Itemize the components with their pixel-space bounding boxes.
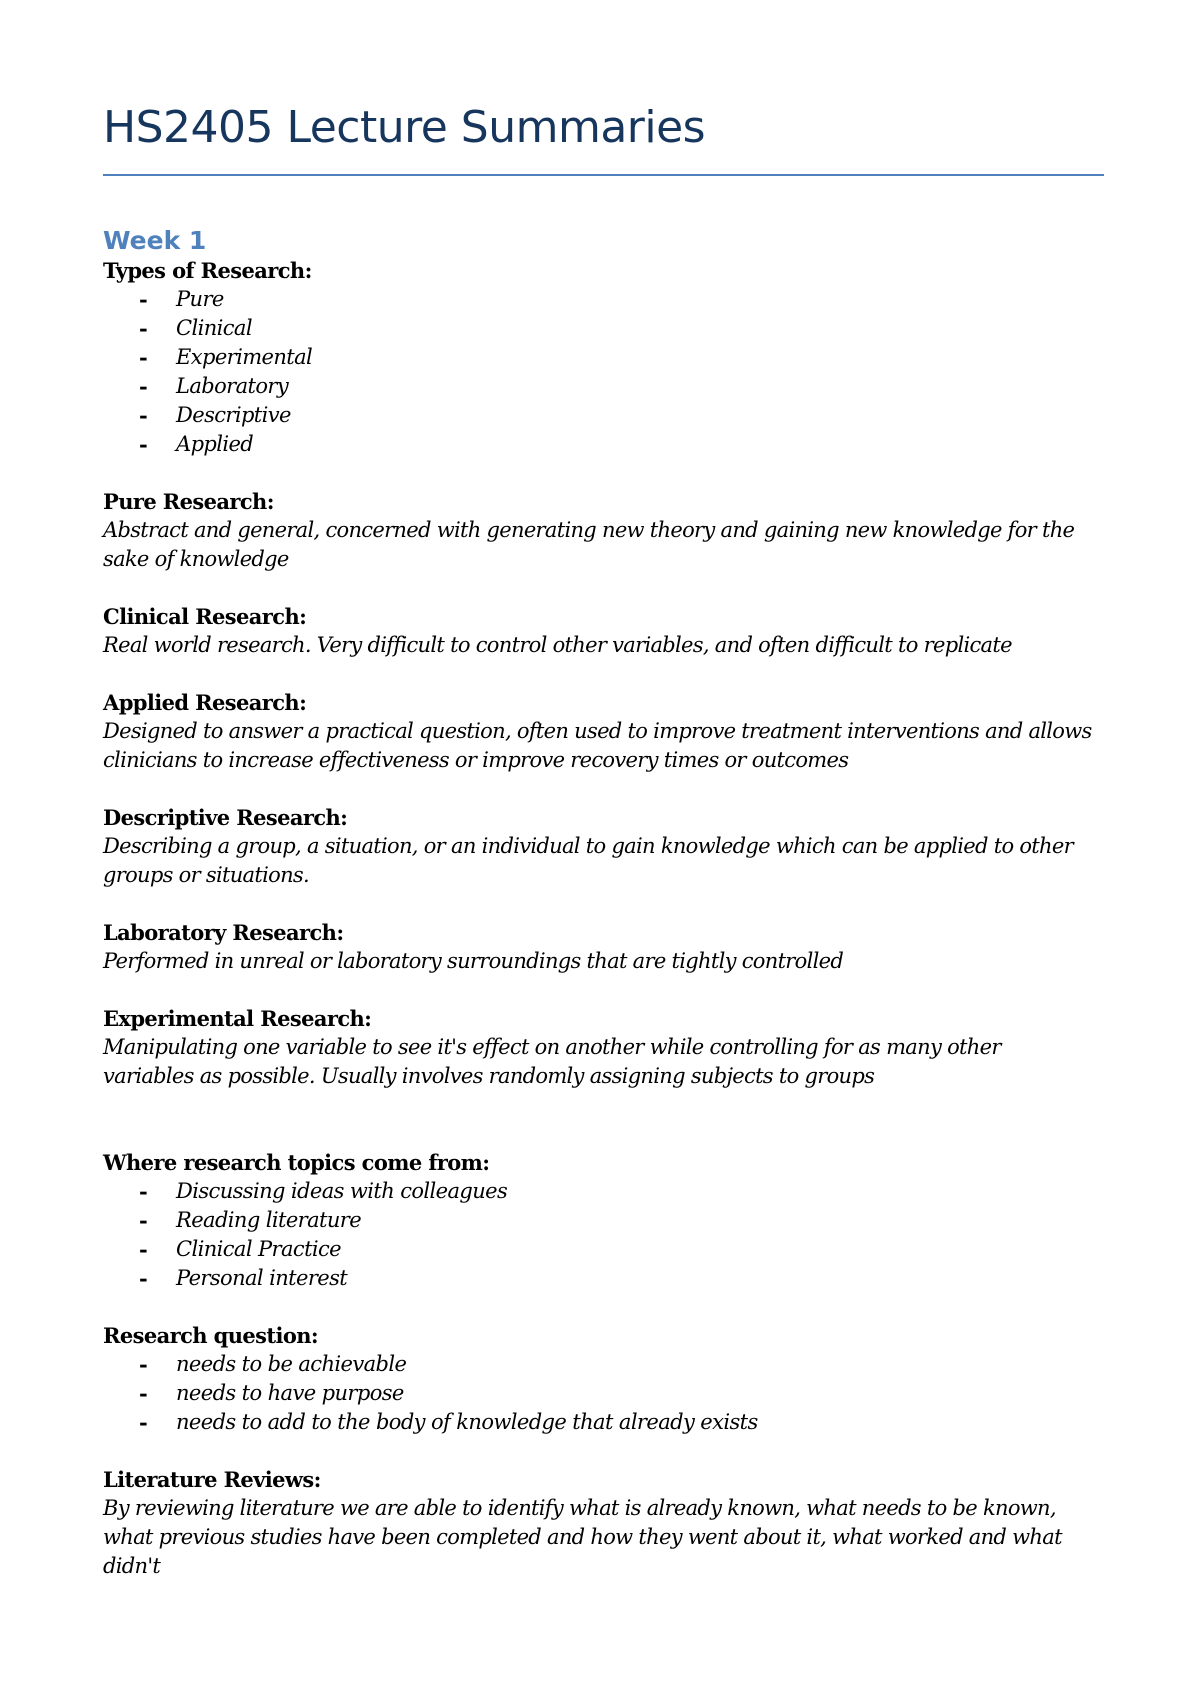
list-item-text: Pure <box>176 287 224 311</box>
section-applied-research <box>103 688 1123 775</box>
dash-bullet-icon: - <box>139 287 148 312</box>
section-pure-research <box>103 487 1123 574</box>
dash-bullet-icon: - <box>139 345 148 370</box>
list-item-text: Clinical Practice <box>176 1237 342 1261</box>
section-heading: Clinical Research: <box>103 604 307 629</box>
paragraph-line: what previous studies have been completed and how they went about it, what worked and what <box>103 1525 1062 1549</box>
paragraph-line: variables as possible. Usually involves randomly assigning subjects to groups <box>103 1064 875 1088</box>
paragraph-line: groups or situations. <box>103 863 309 887</box>
section-clinical-research <box>103 602 1123 660</box>
list-item <box>103 430 1123 459</box>
section-heading: Descriptive Research: <box>103 805 348 830</box>
bullet-list <box>103 285 1123 459</box>
list-item-text: Experimental <box>176 345 313 369</box>
paragraph-line: Describing a group, a situation, or an individual to gain knowledge which can be applied to other <box>103 834 1073 858</box>
list-item <box>103 314 1123 343</box>
list-item <box>103 401 1123 430</box>
dash-bullet-icon: - <box>139 1266 148 1291</box>
list-item <box>103 1177 1123 1206</box>
list-item-text: Descriptive <box>176 403 291 427</box>
paragraph-line: Real world research. Very difficult to control other variables, and often difficult to replicate <box>103 633 1012 657</box>
list-item <box>103 285 1123 314</box>
list-item <box>103 1379 1123 1408</box>
dash-bullet-icon: - <box>139 374 148 399</box>
dash-bullet-icon: - <box>139 1410 148 1435</box>
list-item-text: Discussing ideas with colleagues <box>176 1179 508 1203</box>
list-item <box>103 343 1123 372</box>
list-item-text: needs to be achievable <box>176 1352 407 1376</box>
paragraph-line: clinicians to increase effectiveness or improve recovery times or outcomes <box>103 748 849 772</box>
title-underline <box>103 174 1104 176</box>
document-body <box>103 226 1123 1581</box>
section-heading: Experimental Research: <box>103 1006 372 1031</box>
paragraph-line: Performed in unreal or laboratory surroundings that are tightly controlled <box>103 949 844 973</box>
list-item <box>103 372 1123 401</box>
dash-bullet-icon: - <box>139 1352 148 1377</box>
paragraph-line: By reviewing literature we are able to identify what is already known, what needs to be known, <box>103 1496 1056 1520</box>
dash-bullet-icon: - <box>139 316 148 341</box>
week-heading: Week 1 <box>103 226 207 255</box>
bullet-list <box>103 1350 1123 1437</box>
list-item <box>103 1264 1123 1293</box>
paragraph-line: Abstract and general, concerned with generating new theory and gaining new knowledge for the <box>103 518 1075 542</box>
paragraph-line: Designed to answer a practical question, often used to improve treatment interventions and allows <box>103 719 1092 743</box>
section-types-of-research <box>103 256 1123 459</box>
section-heading: Literature Reviews: <box>103 1467 321 1492</box>
list-item-text: needs to add to the body of knowledge that already exists <box>176 1410 758 1434</box>
section-heading: Applied Research: <box>103 690 307 715</box>
paragraph-line: Manipulating one variable to see it's effect on another while controlling for as many other <box>103 1035 1001 1059</box>
list-item <box>103 1350 1123 1379</box>
dash-bullet-icon: - <box>139 432 148 457</box>
section-heading: Where research topics come from: <box>103 1150 490 1175</box>
section-laboratory-research <box>103 918 1123 976</box>
section-heading: Laboratory Research: <box>103 920 344 945</box>
section-descriptive-research <box>103 803 1123 890</box>
dash-bullet-icon: - <box>139 403 148 428</box>
list-item <box>103 1408 1123 1437</box>
paragraph-line: sake of knowledge <box>103 547 289 571</box>
dash-bullet-icon: - <box>139 1237 148 1262</box>
paragraph-line: didn't <box>103 1554 161 1578</box>
dash-bullet-icon: - <box>139 1179 148 1204</box>
section-heading: Research question: <box>103 1323 319 1348</box>
dash-bullet-icon: - <box>139 1381 148 1406</box>
list-item-text: needs to have purpose <box>176 1381 404 1405</box>
section-heading: Pure Research: <box>103 489 274 514</box>
list-item-text: Applied <box>176 432 254 456</box>
bullet-list <box>103 1177 1123 1293</box>
list-item-text: Laboratory <box>176 374 289 398</box>
list-item <box>103 1206 1123 1235</box>
list-item-text: Reading literature <box>176 1208 362 1232</box>
list-item <box>103 1235 1123 1264</box>
dash-bullet-icon: - <box>139 1208 148 1233</box>
section-research-topics <box>103 1148 1123 1293</box>
section-literature-reviews <box>103 1465 1123 1581</box>
section-heading: Types of Research: <box>103 258 312 283</box>
list-item-text: Personal interest <box>176 1266 348 1290</box>
list-item-text: Clinical <box>176 316 252 340</box>
document-title: HS2405 Lecture Summaries <box>103 102 706 153</box>
section-experimental-research <box>103 1004 1123 1091</box>
section-research-question <box>103 1321 1123 1437</box>
